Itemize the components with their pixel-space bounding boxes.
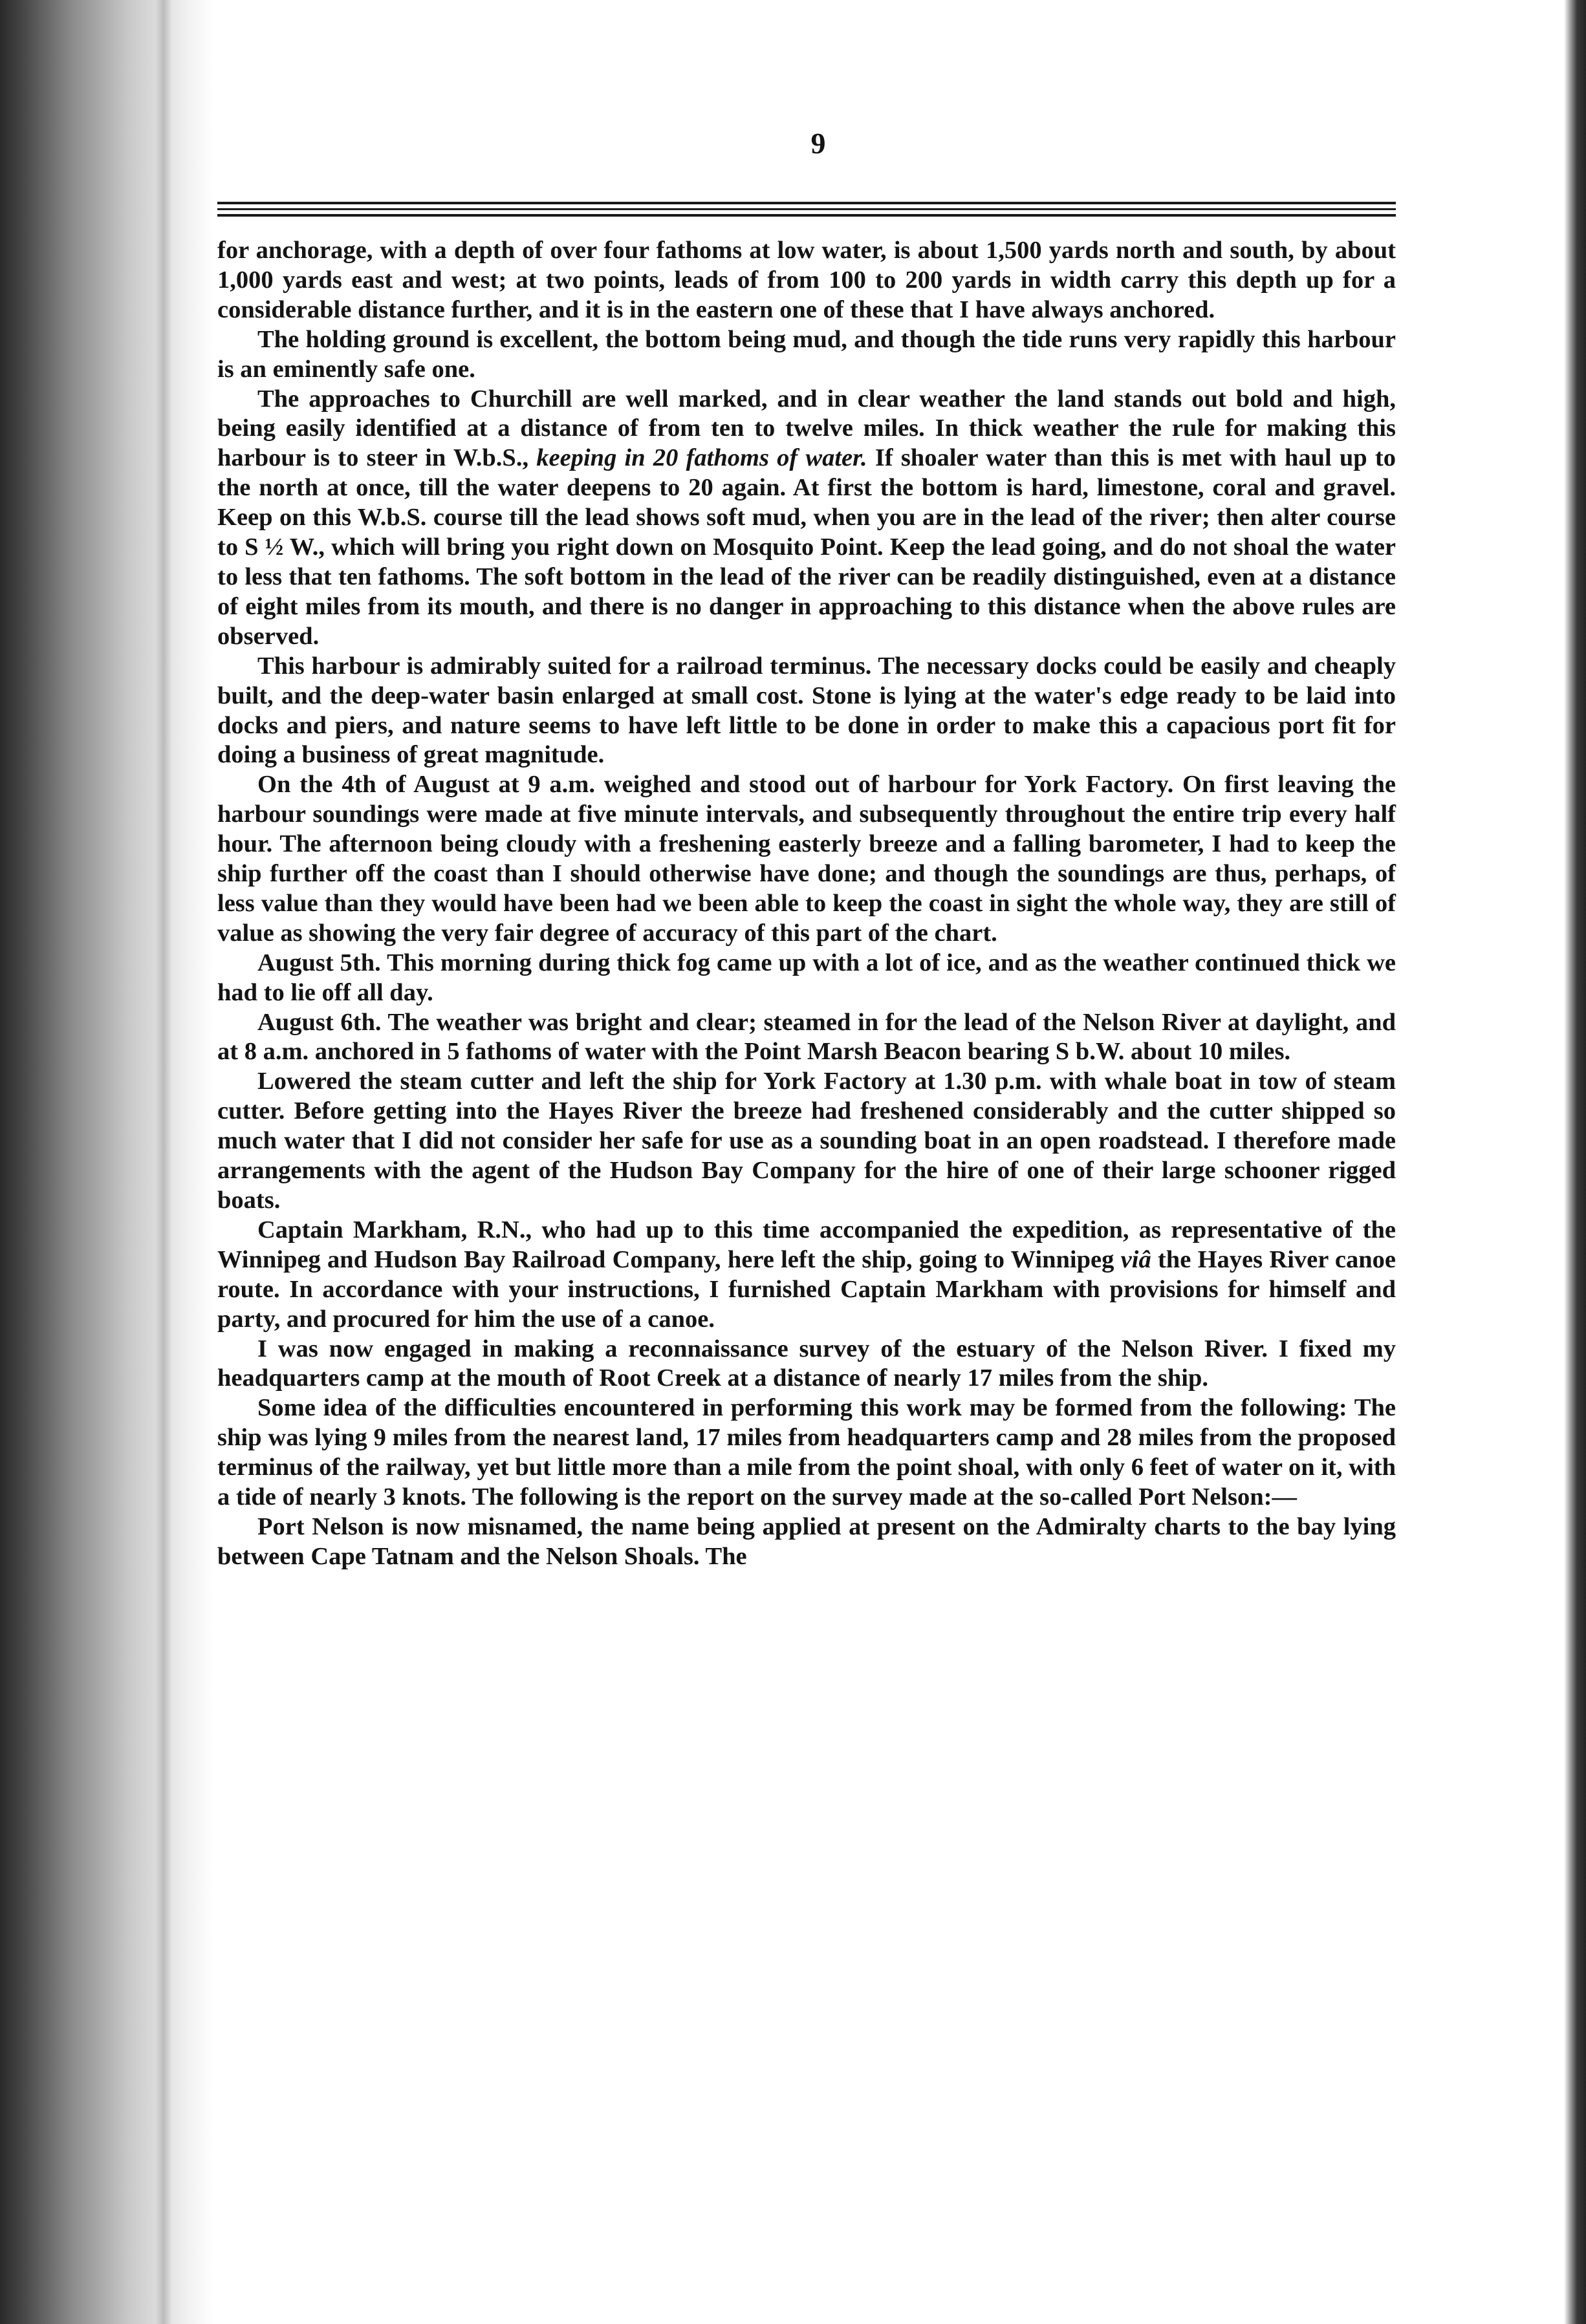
paragraph-text: Captain Markham, R.N., who had up to this time accompanied the expedition, as representative of the Winnipeg and Hudson Bay Railroad Company, here left the ship, going to Winnipeg bbox=[217, 1216, 1396, 1273]
paragraph: August 5th. This morning during thick fog came up with a lot of ice, and as the weather continued thick we had to lie off all day. bbox=[217, 949, 1396, 1006]
header-rule bbox=[217, 208, 1396, 210]
paragraph bbox=[217, 385, 1396, 652]
page-number: 9 bbox=[810, 127, 826, 160]
paragraph: I was now engaged in making a reconnaissance survey of the estuary of the Nelson River. I fixed my headquarters camp at the mouth of Root Creek at a distance of nearly 17 miles from the ship. bbox=[217, 1335, 1396, 1392]
paragraph: This harbour is admirably suited for a railroad terminus. The necessary docks could be easily and cheaply built, and the deep-water basin enlarged at small cost. Stone is lying at the water's edge ready to be laid into docks and piers, and nature seems to have left little to be done in order to make this a capacious port fit for doing a business of great magnitude. bbox=[217, 652, 1396, 769]
paragraph: On the 4th of August at 9 a.m. weighed and stood out of harbour for York Factory. On first leaving the harbour soundings were made at five minute intervals, and subsequently throughout the entire trip every half hour. The afternoon being cloudy with a freshening easterly breeze and a falling barometer, I had to keep the ship further off the coast than I should otherwise have done; and though the soundings are thus, perhaps, of less value than they would have been had we been able to keep the coast in sight the whole way, they are still of value as showing the very fair degree of accuracy of this part of the chart. bbox=[217, 771, 1396, 947]
paragraph: August 6th. The weather was bright and clear; steamed in for the lead of the Nelson River at daylight, and at 8 a.m. anchored in 5 fathoms of water with the Point Marsh Beacon bearing S b.W. about 10 miles. bbox=[217, 1008, 1396, 1066]
paragraph-text: The approaches to Churchill are well marked, and in clear weather the land stands out bold and high, being easily identified at a distance of from ten to twelve miles. In thick weather the rule for making this harbour is to steer in W.b.S., bbox=[217, 385, 1396, 472]
paragraph: Some idea of the difficulties encountered in performing this work may be formed from the following: The ship was lying 9 miles from the nearest land, 17 miles from headquarters camp and 28 miles from the proposed terminus of the railway, yet but little more than a mile from the point shoal, with only 6 feet of water on it, with a tide of nearly 3 knots. The following is the report on the survey made at the so-called Port Nelson:— bbox=[217, 1394, 1396, 1511]
body-text bbox=[217, 236, 1396, 1572]
paragraph: Port Nelson is now misnamed, the name being applied at present on the Admiralty charts to the bay lying between Cape Tatnam and the Nelson Shoals. The bbox=[217, 1512, 1396, 1570]
paragraph-italic-text: viâ bbox=[1120, 1245, 1151, 1273]
paragraph-italic-text: keeping in 20 fathoms of water. bbox=[536, 444, 867, 472]
page-edge-shadow bbox=[1564, 0, 1586, 2324]
paragraph-text: If shoaler water than this is met with haul up to the north at once, till the water deepens to 20 again. At first the bottom is hard, limestone, coral and gravel. Keep on this W.b.S. course till the lead shows soft mud, when you are in the lead of the river; then alter course to S ½ W., which will bring you right down on Mosquito Point. Keep the lead going, and do not shoal the water to less that ten fathoms. The soft bottom in the lead of the river can be readily distinguished, even at a distance of eight miles from its mouth, and there is no danger in approaching to this distance when the above rules are observed. bbox=[217, 444, 1396, 650]
paragraph: for anchorage, with a depth of over four fathoms at low water, is about 1,500 yards north and south, by about 1,000 yards east and west; at two points, leads of from 100 to 200 yards in width carry this depth up for a considerable distance further, and it is in the eastern one of these that I have always anchored. bbox=[217, 237, 1396, 323]
paragraph-text: the Hayes River canoe route. In accordance with your instructions, I furnished Captain Markham with provisions for himself and party, and procured for him the use of a canoe. bbox=[217, 1245, 1396, 1333]
paragraph: The holding ground is excellent, the bottom being mud, and though the tide runs very rapidly this harbour is an eminently safe one. bbox=[217, 325, 1396, 383]
header-rule bbox=[217, 214, 1396, 217]
binding-shadow bbox=[0, 0, 213, 2324]
paragraph bbox=[217, 1216, 1396, 1335]
header-rule bbox=[217, 202, 1396, 204]
paragraph: Lowered the steam cutter and left the ship for York Factory at 1.30 p.m. with whale boat in tow of steam cutter. Before getting into the Hayes River the breeze had freshened considerably and the cutter shipped so much water that I did not consider her safe for use as a sounding boat in an open roadstead. I therefore made arrangements with the agent of the Hudson Bay Company for the hire of one of their large schooner rigged boats. bbox=[217, 1068, 1396, 1214]
